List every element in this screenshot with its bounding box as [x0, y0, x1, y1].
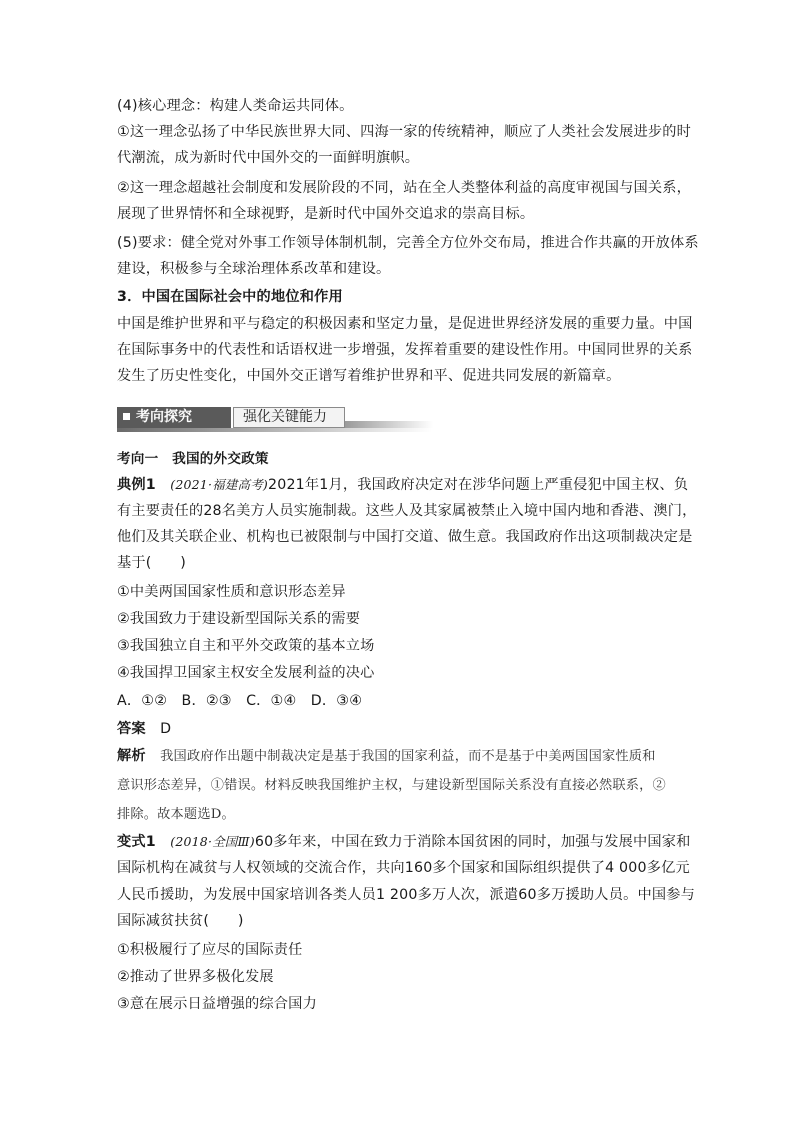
- example1-line2: 有主要责任的28名美方人员实施制裁。这些人及其家属被禁止入境中国内地和香港、澳门，: [117, 503, 697, 519]
- text-line-section3-a: 中国是维护世界和平与稳定的积极因素和坚定力量，是促进世界经济发展的重要力量。中国: [117, 316, 693, 332]
- example1-option-2: ②我国致力于建设新型国际关系的需要: [117, 611, 361, 627]
- example1-label: 典例1: [117, 477, 171, 493]
- example1-option-3: ③我国独立自主和平外交政策的基本立场: [117, 638, 375, 654]
- variant1-label: 变式1: [117, 834, 171, 850]
- example1-line4: 基于( ): [117, 555, 187, 571]
- answer-label: 答案: [117, 721, 161, 737]
- text-line-section3-b: 在国际事务中的代表性和话语权进一步增强，发挥着重要的建设性作用。中国同世界的关系: [117, 342, 693, 358]
- example1-answer-line: [117, 719, 687, 739]
- banner-underline: [117, 428, 432, 432]
- banner-dark-label: 考向探究: [136, 409, 192, 425]
- variant1-line1: [117, 832, 691, 852]
- direction-title: 考向一 我国的外交政策: [117, 451, 269, 467]
- example1-choices: A．①② B．②③ C．①④ D．③④: [117, 693, 363, 709]
- example1-text1: 2021年1月，我国政府决定对在涉华问题上严重侵犯中国主权、负: [268, 477, 689, 493]
- variant1-text1: 60多年来，中国在致力于消除本国贫困的同时，加强与发展中国家和: [254, 834, 691, 850]
- answer-value: D: [160, 721, 172, 737]
- example1-analysis-line1: [117, 746, 687, 767]
- banner-dark-tab: [117, 407, 231, 428]
- example1-line3: 他们及其关联企业、机构也已被限制与中国打交道、做生意。我国政府作出这项制裁决定是: [117, 529, 693, 545]
- analysis-text1: 我国政府作出题中制裁决定是基于我国的国家利益，而不是基于中美两国国家性质和: [160, 749, 656, 764]
- example1-analysis-line2: 意识形态差异，①错误。材料反映我国维护主权，与建设新型国际关系没有直接必然联系，②: [117, 778, 666, 793]
- variant1-option-3: ③意在展示日益增强的综合国力: [117, 996, 317, 1012]
- text-line-core-idea-2b: 展现了世界情怀和全球视野，是新时代中国外交追求的崇高目标。: [117, 206, 535, 222]
- example1-analysis-line3: 排除。故本题选D。: [117, 807, 235, 822]
- banner-fade-bar: [345, 421, 433, 428]
- analysis-label: 解析: [117, 748, 161, 764]
- example1-source: (2021·福建高考): [170, 477, 268, 492]
- text-line-core-idea-2a: ②这一理念超越社会制度和发展阶段的不同，站在全人类整体利益的高度审视国与国关系，: [117, 180, 692, 196]
- variant1-line2: 国际机构在减贫与人权领域的交流合作，共向160多个国家和国际组织提供了4 000多亿元: [117, 860, 690, 876]
- variant1-line4: 国际减贫扶贫( ): [117, 913, 244, 929]
- text-line-core-idea: (4)核心理念：构建人类命运共同体。: [117, 98, 354, 114]
- variant1-line3: 人民币援助，为发展中国家培训各类人员1 200多万人次，派遣60多万援助人员。中国参与: [117, 887, 696, 903]
- example1-option-1: ①中美两国国家性质和意识形态差异: [117, 584, 346, 600]
- example1-line1: [117, 475, 687, 495]
- variant1-source: (2018·全国Ⅲ): [170, 834, 255, 849]
- text-line-core-idea-1a: ①这一理念弘扬了中华民族世界大同、四海一家的传统精神，顺应了人类社会发展进步的时: [117, 124, 692, 140]
- text-line-section3-title: 3．中国在国际社会中的地位和作用: [117, 289, 343, 305]
- variant1-option-1: ①积极履行了应尽的国际责任: [117, 942, 303, 958]
- banner-light-label: 强化关键能力: [243, 409, 327, 425]
- square-icon: [123, 413, 130, 420]
- variant1-option-2: ②推动了世界多极化发展: [117, 969, 274, 985]
- text-line-requirement-a: (5)要求：健全党对外事工作领导体制机制，完善全方位外交布局，推进合作共赢的开放体系: [117, 235, 699, 251]
- example1-option-4: ④我国捍卫国家主权安全发展利益的决心: [117, 665, 375, 681]
- banner-light-tab: [233, 407, 345, 428]
- section-banner: [117, 405, 432, 432]
- text-line-requirement-b: 建设，积极参与全球治理体系改革和建设。: [117, 261, 391, 277]
- text-line-core-idea-1b: 代潮流，成为新时代中国外交的一面鲜明旗帜。: [117, 150, 420, 166]
- text-line-section3-c: 发生了历史性变化，中国外交正谱写着维护世界和平、促进共同发展的新篇章。: [117, 368, 621, 384]
